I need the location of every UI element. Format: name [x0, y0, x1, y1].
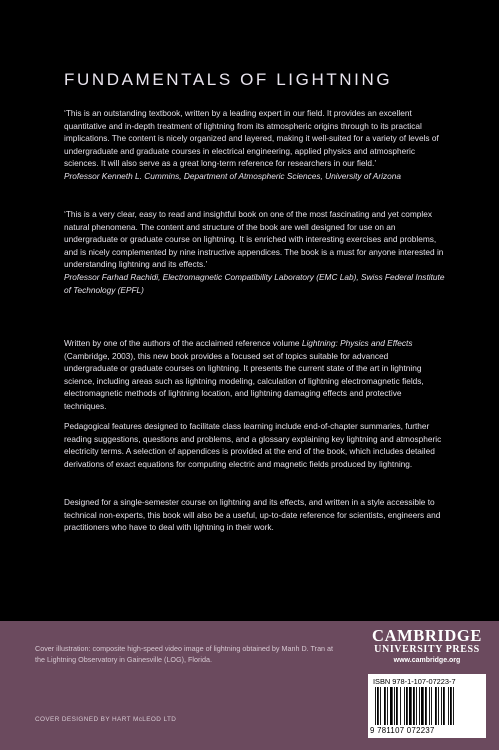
endorsement-quote: ‘This is a very clear, easy to read and insightful book on one of the most fascinating and yet complex natural phenomena. The content and structure of the book are well designed for use on an undergraduate or graduate course on lightning. It is enriched with interesting exercises and problems, and is nicely complemented by nine instructive appendices. The book is a must for anyone interested in understanding lightning and its effects.’ [64, 209, 444, 270]
description-text: Pedagogical features designed to facilitate class learning include end-of-chapter summaries, further reading suggestions, questions and problems, and a glossary explaining key lightning and atmospheric electricity terms. A selection of appendices is provided at the end of the book, which includes detailed derivations of exact equations for computing electric and magnetic fields produced by lightning. [64, 421, 442, 469]
publisher-subname: UNIVERSITY PRESS [374, 644, 480, 655]
cover-illustration-credit: Cover illustration: composite high-speed video image of lightning obtained by Manh D. Tran at the Lightning Observatory in Gainesville (LOG), Florida. [35, 644, 334, 664]
endorsement-rachidi [64, 208, 446, 296]
endorsement-attribution: Professor Farhad Rachidi, Electromagnetic Compatibility Laboratory (EMC Lab), Swiss Federal Institute of Technology (EPFL) [64, 271, 445, 295]
publisher-logo [370, 627, 484, 666]
description-paragraph-2 [64, 420, 444, 470]
publisher-url: www.cambridge.org [393, 657, 461, 664]
barcode-panel [368, 674, 486, 738]
book-title: FUNDAMENTALS OF LIGHTNING [64, 70, 393, 89]
publisher-name: CAMBRIDGE [372, 626, 482, 645]
barcode-number: 9 781107 072237 [370, 726, 435, 735]
description-text: Written by one of the authors of the acclaimed reference volume [64, 338, 302, 348]
endorsement-cummins [64, 107, 446, 183]
endorsement-quote: ‘This is an outstanding textbook, written by a leading expert in our field. It provides an excellent quantitative and in-depth treatment of lightning from its atmospheric origins through to its practical implications. The content is nicely organized and layered, making it well-suited for a variety of levels of undergraduate and graduate courses in electrical engineering, applied physics and atmospheric sciences. It will also serve as a great long-term reference for researchers in our field.’ [64, 108, 439, 169]
barcode-icon [374, 687, 480, 725]
description-text: (Cambridge, 2003), this new book provides a focused set of topics suitable for advanced undergraduate or graduate courses on lightning. It presents the current state of the art in lightning science, including areas such as lightning modeling, calculation of lightning electromagnetic fields, electromagnetic methods of lightning location, and lightning damaging effects and protective techniques. [64, 350, 424, 411]
cover-designer-credit: COVER DESIGNED BY HART McLEOD LTD [35, 716, 177, 723]
description-paragraph-1 [64, 337, 444, 413]
description-text: Designed for a single-semester course on lightning and its effects, and written in a style accessible to technical non-experts, this book will also be a useful, up-to-date reference for scientists, engineers and practitioners who have to deal with lightning in their work. [64, 497, 441, 533]
description-paragraph-3 [64, 496, 444, 534]
isbn-label: ISBN 978-1-107-07223-7 [373, 677, 456, 686]
footer-band [0, 621, 499, 750]
cited-book-title: Lightning: Physics and Effects [301, 338, 413, 348]
endorsement-attribution: Professor Kenneth L. Cummins, Department of Atmospheric Sciences, University of Arizona [64, 170, 401, 181]
